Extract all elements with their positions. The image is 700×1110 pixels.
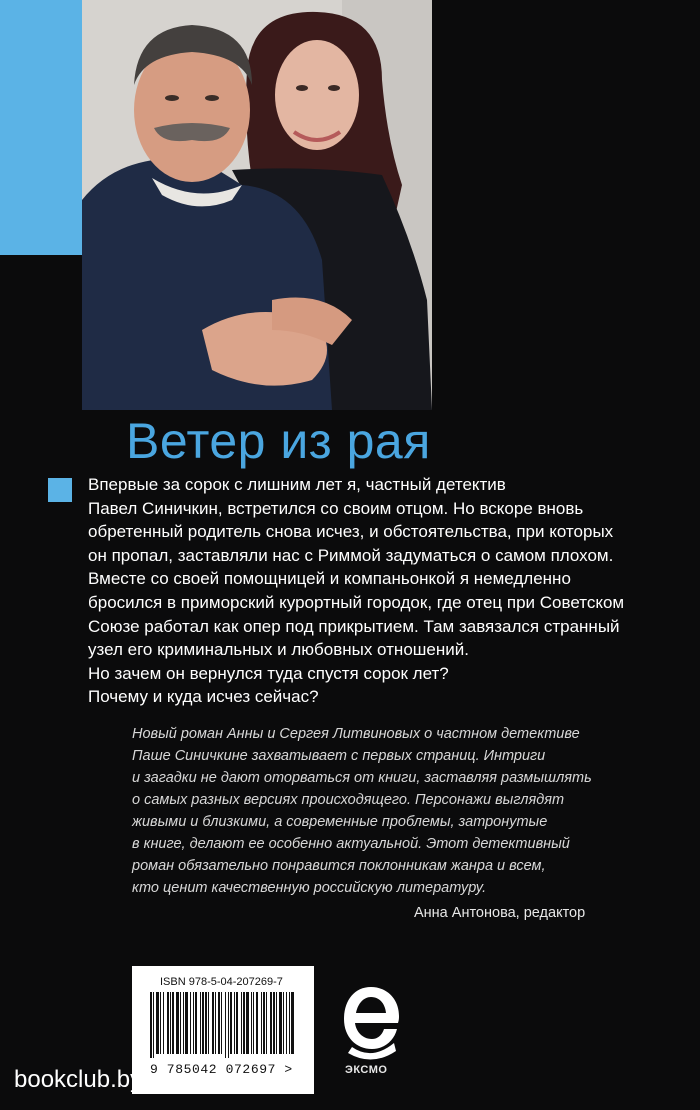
review-line: кто ценит качественную российскую литературу.: [132, 880, 487, 896]
barcode-bar: [150, 992, 152, 1058]
review-line: Паше Синичкине захватывает с первых страниц. Интриги: [132, 748, 546, 764]
barcode-bar: [218, 992, 220, 1054]
barcode-bar: [228, 992, 229, 1058]
barcode-bar: [180, 992, 181, 1054]
accent-blue-block: [0, 0, 82, 255]
barcode-bar: [230, 992, 232, 1054]
authors-photo-illustration: [82, 0, 432, 410]
barcode-bar: [190, 992, 191, 1054]
book-title: Ветер из рая: [126, 413, 431, 469]
barcode-bar: [221, 992, 222, 1054]
review-line: роман обязательно понравится поклонникам жанра и всем,: [132, 858, 546, 874]
synopsis-line: обретенный родитель снова исчез, и обстоятельства, при которых: [88, 522, 614, 542]
synopsis-line: Союзе работал как опер под прикрытием. Там завязался странный: [88, 616, 620, 636]
barcode-bar: [193, 992, 194, 1054]
barcode-bar: [273, 992, 275, 1054]
synopsis-line: Но зачем он вернулся туда спустя сорок лет?: [88, 663, 449, 683]
barcode-bar: [160, 992, 161, 1054]
barcode-bars: [148, 992, 298, 1060]
barcode-bar: [266, 992, 267, 1054]
barcode-bar: [276, 992, 277, 1054]
barcode-bar: [256, 992, 258, 1054]
barcode-bar: [215, 992, 216, 1054]
barcode-bar: [253, 992, 254, 1054]
barcode-bar: [270, 992, 272, 1054]
barcode-bar: [279, 992, 282, 1054]
review-signature: Анна Антонова, редактор: [414, 905, 586, 921]
barcode-bar: [170, 992, 171, 1054]
barcode-bar: [183, 992, 184, 1054]
synopsis-line: бросился в приморский курортный городок, где отец при Советском: [88, 592, 625, 612]
barcode-bar: [243, 992, 245, 1054]
barcode-bar: [172, 992, 174, 1054]
barcode-bar: [261, 992, 262, 1054]
synopsis-line: Почему и куда исчез сейчас?: [88, 687, 319, 707]
isbn-label: ISBN 978-5-04-207269-7: [160, 976, 283, 988]
barcode-digits: 9 785042 072697 >: [150, 1062, 293, 1077]
barcode-bar: [251, 992, 252, 1054]
barcode-bar: [202, 992, 204, 1054]
barcode-bar: [185, 992, 188, 1054]
barcode-bar: [263, 992, 265, 1054]
review-line: живыми и близкими, а современные проблемы, затронутые: [132, 814, 548, 830]
synopsis-text: [88, 473, 688, 709]
authors-photo: [82, 0, 432, 410]
synopsis-line: Павел Синичкин, встретился со своим отцом. Но вскоре вновь: [88, 498, 584, 518]
barcode-bar: [234, 992, 235, 1054]
synopsis-line: Вместе со своей помощницей и компаньонкой я немедленно: [88, 569, 571, 589]
site-watermark: bookclub.by: [14, 1066, 143, 1093]
barcode-bar: [167, 992, 169, 1054]
barcode-bar: [286, 992, 287, 1054]
eksmo-logo-graphic: [342, 983, 400, 1063]
synopsis-bullet-square: [48, 478, 72, 502]
barcode-bar: [156, 992, 159, 1054]
barcode-bar: [289, 992, 290, 1054]
review-line: о самых разных версиях происходящего. Персонажи выглядят: [132, 792, 565, 808]
synopsis-line: он пропал, заставляли нас с Риммой задуматься о самом плохом.: [88, 545, 614, 565]
barcode-bar: [195, 992, 197, 1054]
barcode-bar: [208, 992, 209, 1054]
barcode-bar: [205, 992, 207, 1054]
publisher-logo-text: ЭКСМО: [345, 1064, 388, 1076]
barcode-bar: [246, 992, 249, 1054]
barcode-bar: [212, 992, 214, 1054]
barcode-bar: [241, 992, 242, 1054]
barcode-bar: [283, 992, 284, 1054]
review-line: в книге, делают ее особенно актуальной. Этот детективный: [132, 836, 570, 852]
barcode-bar: [236, 992, 238, 1054]
review-line: и загадки не дают оторваться от книги, заставляя размышлять: [132, 770, 592, 786]
barcode-bar: [153, 992, 154, 1058]
review-line: Новый роман Анны и Сергея Литвиновых о частном детективе: [132, 726, 580, 742]
synopsis-line: узел его криминальных и любовных отношений.: [88, 640, 469, 660]
editor-review: [132, 723, 672, 899]
barcode-bar: [225, 992, 226, 1058]
eksmo-logo-icon: [342, 983, 400, 1073]
barcode-bar: [176, 992, 179, 1054]
barcode-bar: [163, 992, 164, 1054]
synopsis-line: Впервые за сорок с лишним лет я, частный детектив: [88, 475, 506, 494]
barcode-bar: [291, 992, 294, 1054]
barcode-bar: [200, 992, 201, 1054]
